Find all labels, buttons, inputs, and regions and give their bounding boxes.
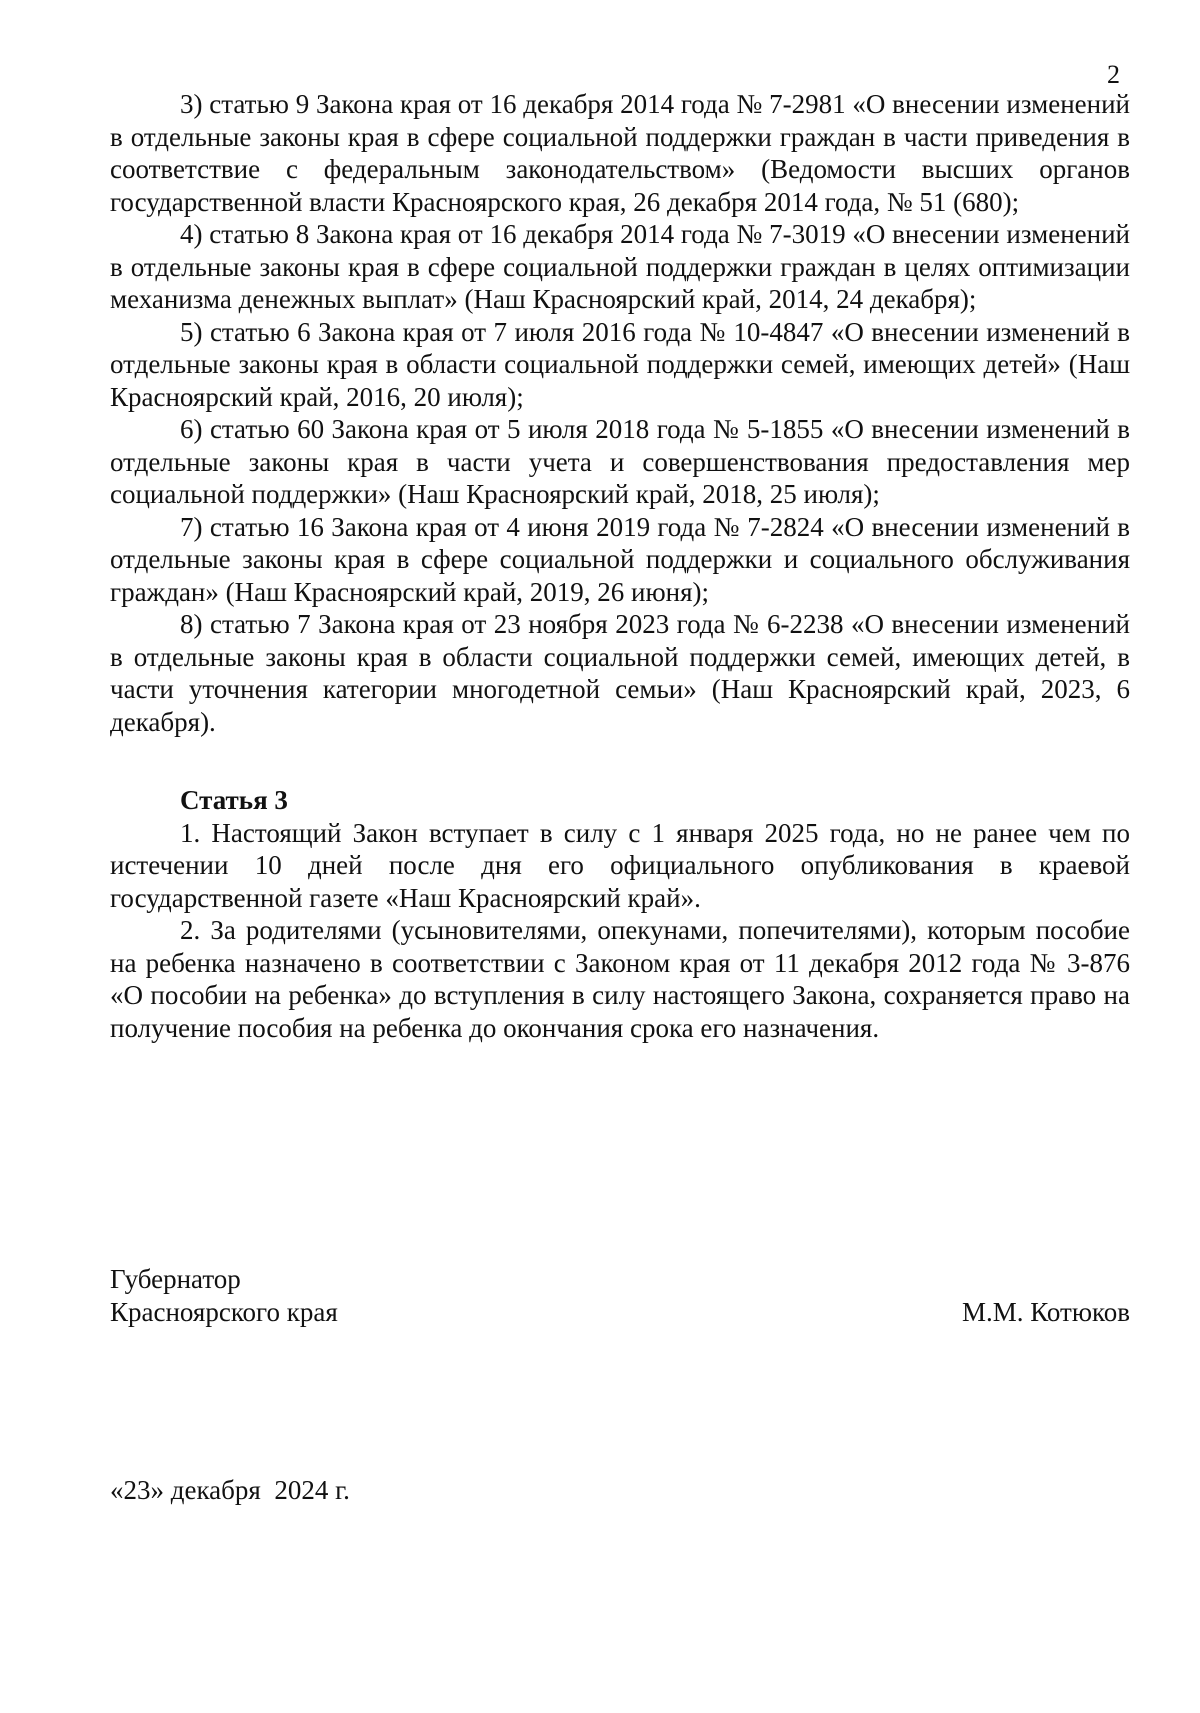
list-item-7: 7) статью 16 Закона края от 4 июня 2019 года № 7-2824 «О внесении изменений в отдельные законы края в сфере социальной поддержки и социального обслуживания граждан» (Наш Красноярский край, 2019, 26 июня);	[110, 511, 1130, 607]
document-date: «23» декабря 2024 г.	[110, 1475, 350, 1505]
document-body	[110, 88, 1130, 1044]
list-item-8: 8) статью 7 Закона края от 23 ноября 2023 года № 6-2238 «О внесении изменений в отдельные законы края в области социальной поддержки семей, имеющих детей, в части уточнения категории многодетной семьи» (Наш Красноярский край, 2023, 6 декабря).	[110, 609, 1130, 737]
signatory-title-line1: Губернатор	[110, 1264, 241, 1294]
signatory-name: М.М. Котюков	[961, 1297, 1130, 1327]
list-item-4: 4) статью 8 Закона края от 16 декабря 2014 года № 7-3019 «О внесении изменений в отдельные законы края в сфере социальной поддержки граждан в целях оптимизации механизма денежных выплат» (Наш Красноярский край, 2014, 24 декабря);	[110, 219, 1130, 314]
article-paragraph-2: 2. За родителями (усыновителями, опекунами, попечителями), которым пособие на ребенка назначено в соответствии с Законом края от 11 декабря 2012 года № 3-876 «О пособии на ребенка» до вступления в силу настоящего Закона, сохраняется право на получение пособия на ребенка до окончания срока его назначения.	[110, 915, 1130, 1043]
article-heading: Статья 3	[180, 785, 288, 815]
signature-line-1	[110, 1263, 1130, 1296]
signatory-title-line2: Красноярского края	[110, 1297, 338, 1327]
page-number: 2	[1107, 60, 1120, 89]
list-item-5: 5) статью 6 Закона края от 7 июля 2016 года № 10-4847 «О внесении изменений в отдельные законы края в области социальной поддержки семей, имеющих детей» (Наш Красноярский край, 2016, 20 июля);	[110, 316, 1130, 412]
list-item-3: 3) статью 9 Закона края от 16 декабря 2014 года № 7-2981 «О внесении изменений в отдельные законы края в сфере социальной поддержки граждан в части приведения в соответствие с федеральным законодательством» (Ведомости высших органов государственной власти Красноярского края, 26 декабря 2014 года, № 51 (680);	[110, 89, 1130, 217]
article-paragraph-1: 1. Настоящий Закон вступает в силу с 1 января 2025 года, но не ранее чем по истечении 10 дней после дня его официального опубликования в краевой государственной газете «Наш Красноярский край».	[110, 817, 1130, 913]
signature-block	[110, 1263, 1130, 1329]
list-item-6: 6) статью 60 Закона края от 5 июля 2018 года № 5-1855 «О внесении изменений в отдельные законы края в части учета и совершенствования предоставления мер социальной поддержки» (Наш Красноярский край, 2018, 25 июля);	[110, 414, 1130, 509]
signature-line-2	[110, 1296, 1130, 1329]
